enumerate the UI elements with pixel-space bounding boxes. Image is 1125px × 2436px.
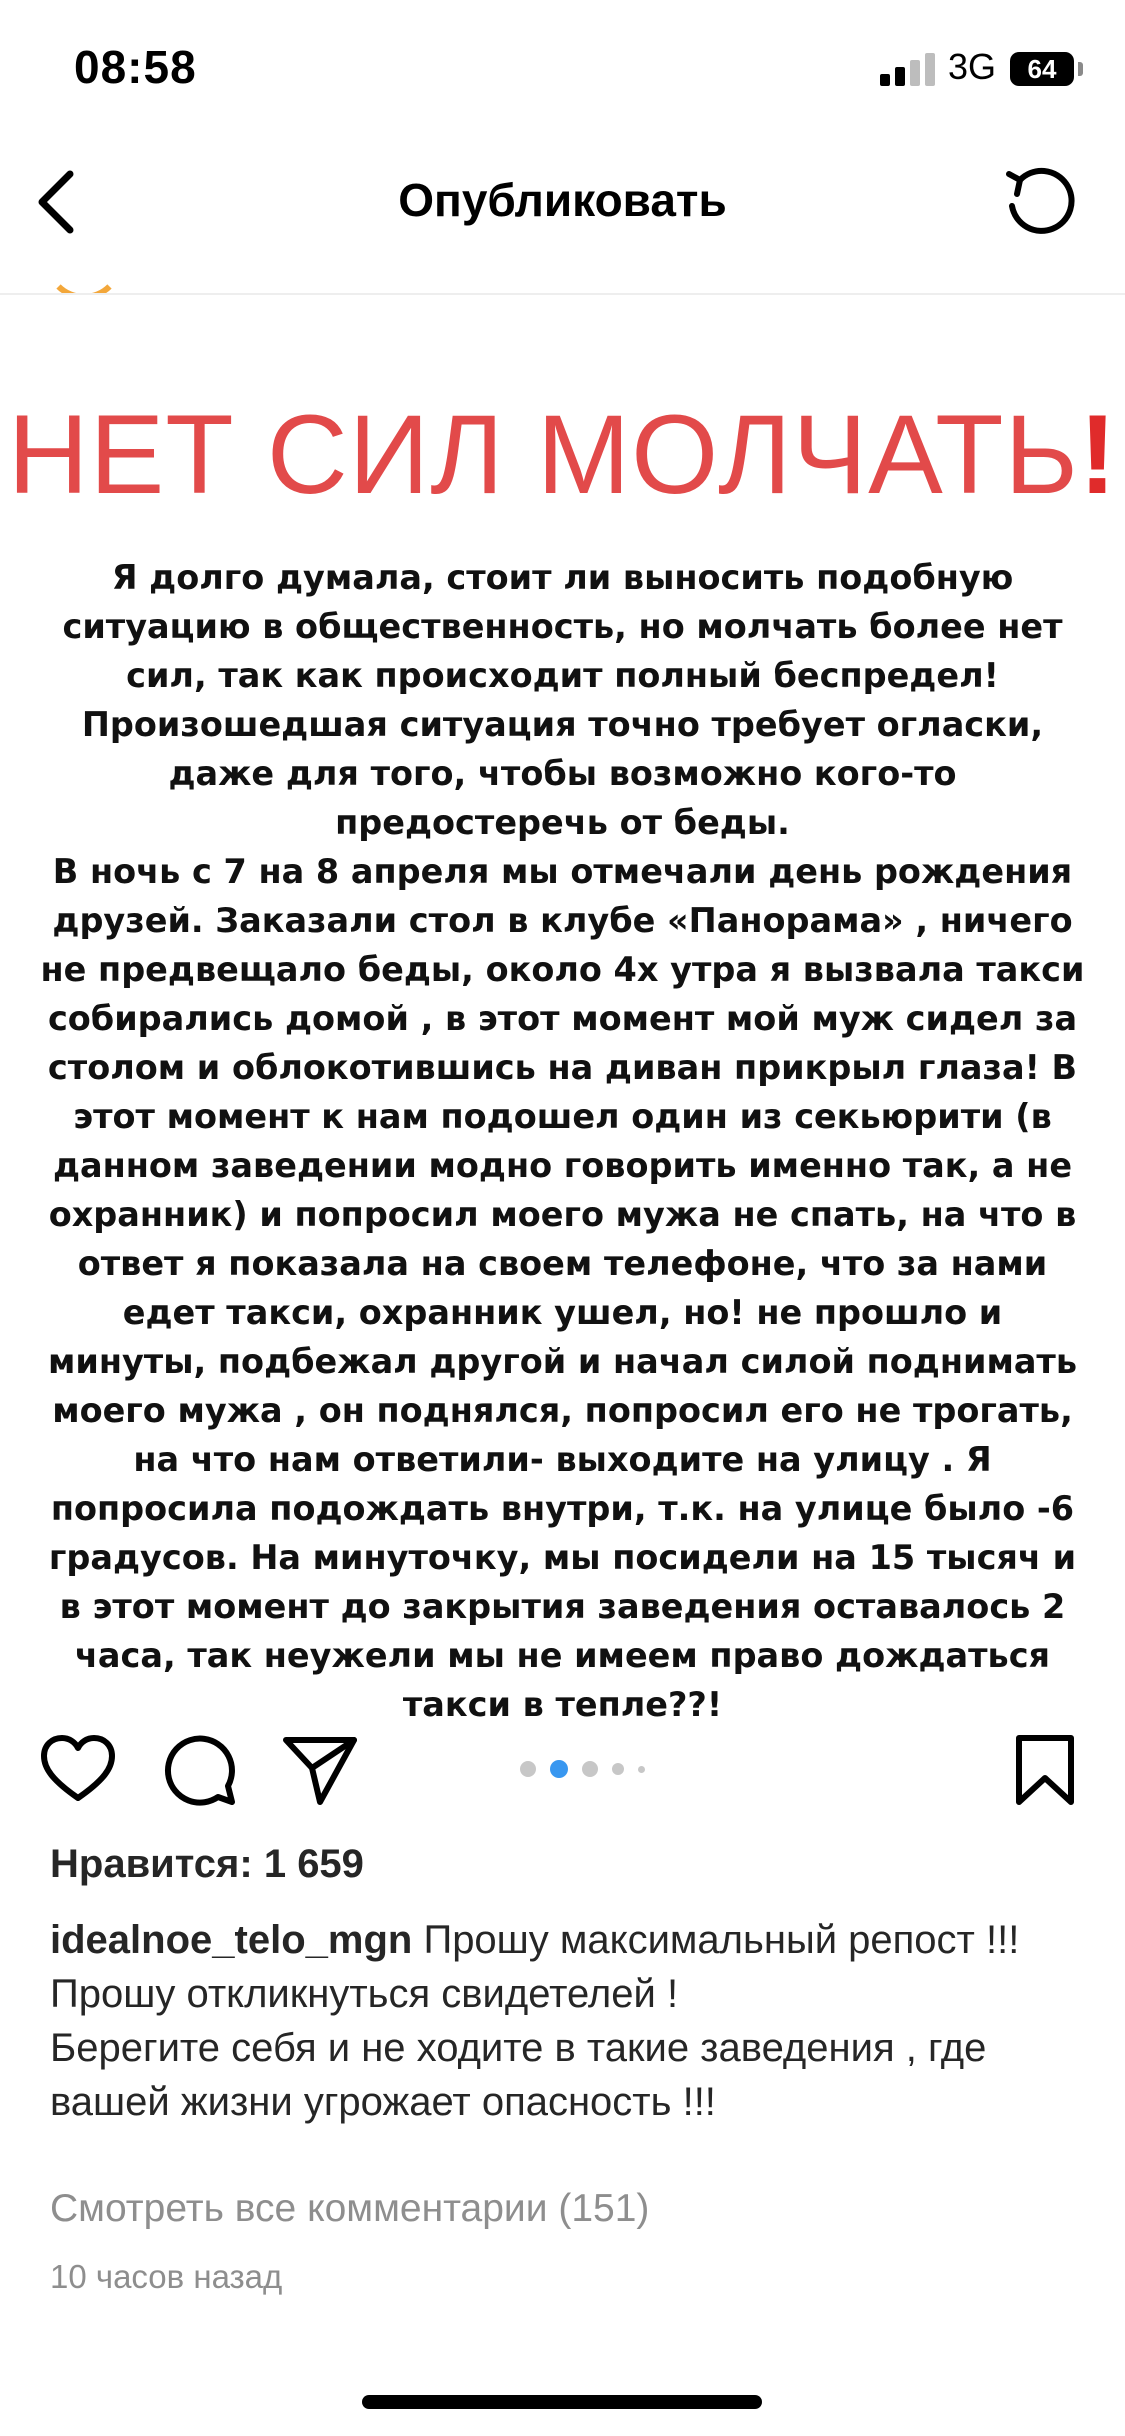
refresh-icon bbox=[995, 158, 1085, 248]
nav-bar bbox=[0, 140, 1125, 265]
caption-line: Прошу максимальный репост !!! bbox=[423, 1918, 1020, 1962]
carousel-dot bbox=[638, 1766, 645, 1773]
page-title: Опубликовать bbox=[398, 174, 727, 226]
post-image-text bbox=[40, 553, 1085, 1729]
carousel-dot bbox=[520, 1761, 536, 1777]
headline-mark: ! bbox=[1079, 392, 1118, 517]
headline-text: НЕТ СИЛ МОЛЧАТЬ bbox=[7, 392, 1079, 517]
caption-line: Берегите себя и не ходите в такие заведения , где вашей жизни угрожает опасность !!! bbox=[50, 2026, 987, 2124]
post-image-paragraph: Я долго думала, стоит ли выносить подобную ситуацию в общественность, но молчать более нет сил, так как происходит полный беспредел! bbox=[62, 558, 1063, 695]
likes-count[interactable]: Нравится: 1 659 bbox=[50, 1842, 364, 1886]
battery-tip bbox=[1078, 62, 1083, 76]
paper-plane-icon bbox=[280, 1730, 360, 1810]
network-type: 3G bbox=[948, 46, 997, 87]
bookmark-icon bbox=[1005, 1730, 1085, 1810]
carousel-dot bbox=[612, 1763, 624, 1775]
view-all-comments-link[interactable]: Смотреть все комментарии (151) bbox=[50, 2187, 650, 2230]
home-indicator[interactable] bbox=[362, 2395, 762, 2409]
like-button[interactable] bbox=[38, 1730, 118, 1810]
post-image-paragraph: Произошедшая ситуация точно требует огласки, даже для того, чтобы возможно кого-то предостеречь от беды. bbox=[81, 705, 1044, 842]
post-image-headline bbox=[0, 390, 1125, 519]
post-timestamp: 10 часов назад bbox=[50, 2258, 283, 2295]
carousel-dot bbox=[582, 1761, 598, 1777]
post-caption bbox=[50, 1913, 1080, 2129]
comment-bubble-icon bbox=[160, 1730, 240, 1810]
refresh-button[interactable] bbox=[995, 158, 1085, 248]
battery-icon: 64 bbox=[1010, 52, 1074, 86]
post-image[interactable] bbox=[0, 295, 1125, 1724]
caption-line: Прошу откликнуться свидетелей ! bbox=[50, 1972, 679, 2016]
save-button[interactable] bbox=[1005, 1730, 1085, 1810]
comment-button[interactable] bbox=[160, 1730, 240, 1810]
author-username[interactable]: idealnoe_telo_mgn bbox=[50, 1918, 413, 1962]
status-time: 08:58 bbox=[74, 41, 197, 93]
status-bar bbox=[0, 0, 1125, 140]
post-image-paragraph: В ночь с 7 на 8 апреля мы отмечали день рождения друзей. Заказали стол в клубе «Панорама» , ничего не предвещало беды, около 4х утра я вызвала такси собирались домой , в этот момент мой муж сидел за столом и облокотившись на диван прикрыл глаза! В этот момент к нам подошел один из секьюрити (в данном заведении модно говорить именно так, а не охранник) и попросил моего мужа не спать, на что в ответ я показала на своем телефоне, что за нами едет такси, охранник ушел, но! не прошло и минуты, подбежал другой и начал силой поднимать моего мужа , он поднялся, попросил его не трогать, на что нам ответили- выходите на улицу . Я попросила подождать внутри, т.к. на улице было -6 градусов. На минуточку, мы посидели на 15 тысяч и в этот момент до закрытия заведения оставалось 2 часа, так неужели мы не имеем право дождаться такси в тепле??! bbox=[40, 852, 1085, 1724]
author-avatar-ring bbox=[45, 222, 123, 300]
carousel-dot bbox=[550, 1760, 568, 1778]
heart-icon bbox=[38, 1730, 118, 1810]
share-button[interactable] bbox=[280, 1730, 360, 1810]
cellular-signal-icon bbox=[880, 52, 936, 86]
